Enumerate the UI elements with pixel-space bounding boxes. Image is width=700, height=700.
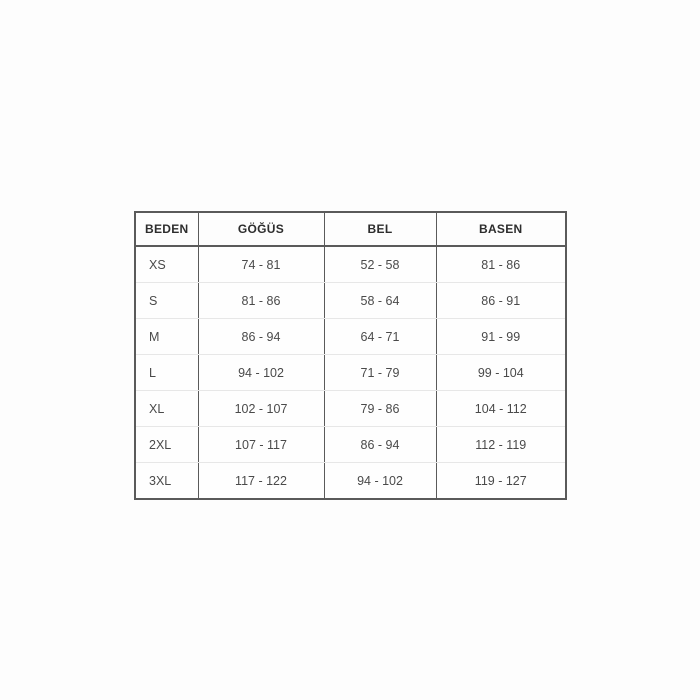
cell-chest: 102 - 107	[198, 391, 324, 427]
cell-waist: 58 - 64	[324, 283, 436, 319]
cell-waist: 86 - 94	[324, 427, 436, 463]
cell-chest: 86 - 94	[198, 319, 324, 355]
size-chart-container	[134, 211, 567, 500]
cell-hips: 104 - 112	[436, 391, 566, 427]
cell-size: S	[135, 283, 198, 319]
cell-size: XL	[135, 391, 198, 427]
cell-waist: 79 - 86	[324, 391, 436, 427]
cell-chest: 117 - 122	[198, 463, 324, 500]
cell-hips: 119 - 127	[474, 473, 527, 488]
cell-chest: 94 - 102	[198, 355, 324, 391]
header-chest: GÖĞÜS	[198, 212, 324, 246]
table-row	[135, 283, 566, 319]
table-row	[135, 355, 566, 391]
table-row	[135, 427, 566, 463]
header-waist: BEL	[324, 212, 436, 246]
cell-hips: 99 - 104	[436, 355, 566, 391]
cell-waist: 52 - 58	[324, 246, 436, 283]
cell-hips: 81 - 86	[436, 246, 566, 283]
cell-size: M	[135, 319, 198, 355]
cell-waist: 94 - 102	[324, 463, 436, 500]
cell-hips: 112 - 119	[436, 427, 566, 463]
table-row	[135, 391, 566, 427]
cell-hips: 91 - 99	[436, 319, 566, 355]
cell-size: 2XL	[135, 427, 198, 463]
cell-waist: 71 - 79	[324, 355, 436, 391]
cell-waist: 64 - 71	[324, 319, 436, 355]
cell-size: 3XL	[135, 463, 198, 500]
cell-size: XS	[135, 246, 198, 283]
cell-hips: 86 - 91	[436, 283, 566, 319]
cell-chest: 74 - 81	[198, 246, 324, 283]
header-hips: BASEN	[436, 212, 566, 246]
cell-size: L	[135, 355, 198, 391]
table-row	[135, 463, 566, 500]
size-chart-table	[134, 211, 567, 500]
table-row	[135, 246, 566, 283]
cell-chest: 81 - 86	[198, 283, 324, 319]
cell-chest: 107 - 117	[198, 427, 324, 463]
header-size: BEDEN	[135, 212, 198, 246]
table-row	[135, 319, 566, 355]
size-chart-header-row	[135, 212, 566, 246]
